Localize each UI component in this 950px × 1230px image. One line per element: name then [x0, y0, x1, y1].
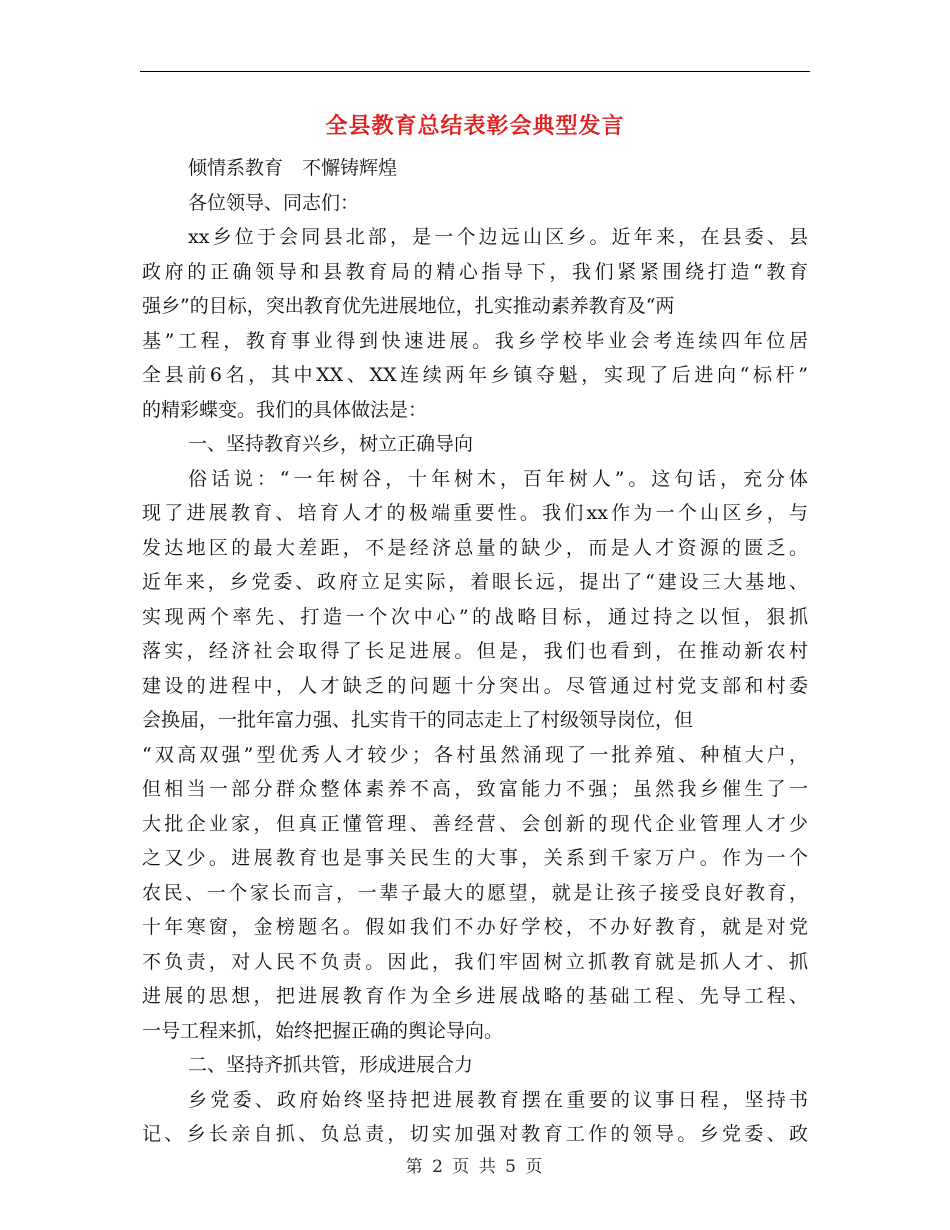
text-line: 实现两个率先、打造一个次中心”的战略目标，通过持之以恒，狠抓: [142, 605, 808, 628]
text-line: 建设的进程中，人才缺乏的问题十分突出。尽管通过村党支部和村委: [142, 674, 808, 697]
text-line: 政府的正确领导和县教育局的精心指导下，我们紧紧围绕打造“教育: [142, 260, 808, 283]
document-title: 全县教育总结表彰会典型发言: [325, 113, 625, 139]
text-line: 基”工程，教育事业得到快速进展。我乡学校毕业会考连续四年位居: [142, 329, 808, 352]
text-line: 近年来，乡党委、政府立足实际，着眼长远，提出了“建设三大基地、: [142, 571, 808, 593]
text-line: 一号工程来抓，始终把握正确的舆论导向。: [142, 1019, 504, 1042]
text-line: 强乡”的目标，突出教育优先进展地位，扎实推动素养教育及“两: [142, 295, 675, 317]
text-line: 记、乡长亲自抓、负总责，切实加强对教育工作的领导。乡党委、政: [142, 1123, 808, 1145]
text-line: 但相当一部分群众整体素养不高，致富能力不强；虽然我乡催生了一: [142, 778, 808, 800]
document-body: [142, 151, 808, 1152]
text-line: 落实，经济社会取得了长足进展。但是，我们也看到，在推动新农村: [142, 640, 808, 662]
text-line: 各位领导、同志们：: [188, 191, 360, 214]
header-rule: [140, 71, 810, 72]
text-line: 之又少。进展教育也是事关民生的大事，关系到千家万户。作为一个: [142, 847, 808, 869]
text-line: 现了进展教育、培育人才的极端重要性。我们xx作为一个山区乡，与: [142, 502, 808, 524]
text-line: 全县前6名，其中XX、XX连续两年乡镇夺魁，实现了后进向“标杆”: [142, 364, 808, 386]
text-line: 不负责，对人民不负责。因此，我们牢固树立抓教育就是抓人才、抓: [142, 950, 808, 973]
page-footer: 第 2 页 共 5 页: [405, 1157, 545, 1177]
text-line: 大批企业家，但真正懂管理、善经营、会创新的现代企业管理人才少: [142, 812, 808, 835]
text-line: 俗话说：“一年树谷，十年树木，百年树人”。这句话，充分体: [188, 467, 808, 490]
text-line: 的精彩蝶变。我们的具体做法是：: [142, 398, 428, 421]
text-line: “双高双强”型优秀人才较少；各村虽然涌现了一批养殖、种植大户，: [142, 743, 808, 766]
text-line: 会换届，一批年富力强、扎实肯干的同志走上了村级领导岗位，但: [142, 709, 694, 731]
text-line: 农民、一个家长而言，一辈子最大的愿望，就是让孩子接受良好教育，: [142, 881, 808, 904]
text-line: xx乡位于会同县北部，是一个边远山区乡。近年来，在县委、县: [188, 226, 808, 248]
text-line: 进展的思想，把进展教育作为全乡进展战略的基础工程、先导工程、: [142, 985, 808, 1007]
text-line: 十年寒窗，金榜题名。假如我们不办好学校，不办好教育，就是对党: [142, 916, 808, 938]
text-line: 倾情系教育 不懈铸辉煌: [188, 157, 398, 179]
text-line: 二、坚持齐抓共管，形成进展合力: [188, 1054, 474, 1076]
text-line: 一、坚持教育兴乡，树立正确导向: [188, 433, 474, 455]
text-line: 发达地区的最大差距，不是经济总量的缺少，而是人才资源的匮乏。: [142, 536, 808, 559]
text-line: 乡党委、政府始终坚持把进展教育摆在重要的议事日程，坚持书: [188, 1088, 808, 1111]
